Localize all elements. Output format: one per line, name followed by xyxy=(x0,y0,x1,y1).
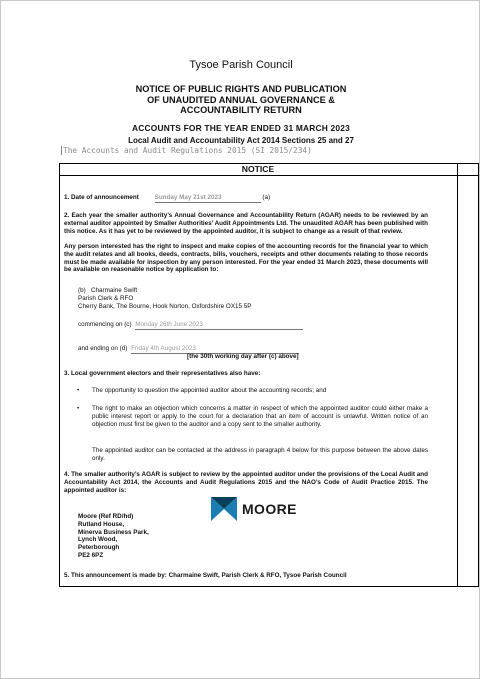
bullet-icon: • xyxy=(77,405,80,412)
auditor-address-line: Moore (Ref RD/hd) xyxy=(78,513,134,520)
section-2-para2: Any person interested has the right to inspect and make copies of the accounting records for the financial year to which the audit relates and all books, deeds, contracts, bills, vouchers, receipts and other documents relating to those records must be made available for inspection by any person interested. For the year ended 31 March 2023, these documents will be available on reasonable notice by application to: xyxy=(64,243,428,274)
contact-block xyxy=(78,287,378,310)
section-1 xyxy=(64,194,428,203)
section-4: 4. The smaller authority’s AGAR is subject to review by the appointed auditor under the provisions of the Local Audit and Accountability Act 2014, the Accounts and Audit Regulations 2015 and the NAO’s Code of Audit Practice 2015. The appointed auditor is: xyxy=(64,471,428,494)
announcement-date-field xyxy=(155,194,261,203)
auditor-address xyxy=(78,513,278,560)
auditor-address-line: Peterborough xyxy=(78,544,120,552)
regulations-heading: The Accounts and Audit Regulations 2015 (SI 2015/234) xyxy=(63,146,312,155)
auditor-address-line: PE2 6PZ xyxy=(78,551,104,559)
s3-auditor-contact: The appointed auditor can be contacted at the address in paragraph 4 below for this purpose between the above dates only. xyxy=(92,447,428,462)
table-left-border xyxy=(59,163,60,586)
contact-name-line xyxy=(78,287,378,295)
commencing-date-field xyxy=(135,321,303,330)
section-2-para1: 2. Each year the smaller authority’s Annual Governance and Accountability Return (AGAR) needs to be reviewed by an external auditor appointed by Smaller Authorities’ Audit Appointments Ltd. The unaudited AGAR has been published with this notice. As it has yet to be reviewed by the appointed auditor, it is subject to change as a result of that review. xyxy=(64,212,428,235)
table-header-border xyxy=(59,175,479,176)
commencing-label: commencing on (c) xyxy=(78,321,132,328)
ending-note: [the 30th working day after (c) above] xyxy=(187,353,299,360)
notice-title-line2: OF UNAUDITED ANNUAL GOVERNANCE & xyxy=(147,94,335,105)
council-name: Tysoe Parish Council xyxy=(189,59,293,71)
notice-heading: NOTICE xyxy=(241,164,275,174)
notice-title xyxy=(1,84,480,116)
auditor-address-line: Lynch Wood, xyxy=(78,536,118,544)
s1-label: 1. Date of announcement xyxy=(64,194,139,201)
moore-logo-text: MOORE xyxy=(242,501,297,517)
auditor-address-line: Minerva Business Park, xyxy=(78,528,149,536)
s1-suffix: (a) xyxy=(262,194,271,201)
table-column-divider xyxy=(457,163,458,586)
commencing-line xyxy=(78,321,378,330)
s3-bullet-2-text: The right to make an objection which concerns a matter in respect of which the appointed auditor could either make a public interest report or apply to the court for a declaration that an item of account is unlawful. Written notice of an objection must first be given to the auditor and a copy sent to the smaller authority. xyxy=(92,405,428,428)
s3-bullet-2 xyxy=(64,405,428,428)
section-5: 5. This announcement is made by: Charmaine Swift, Parish Clerk & RFO, Tysoe Parish Council xyxy=(64,572,347,579)
contact-role: Parish Clerk & RFO xyxy=(78,294,134,302)
s3-bullet-1-text: The opportunity to question the appointed auditor about the accounting records; and xyxy=(92,387,327,394)
notice-title-line1: NOTICE OF PUBLIC RIGHTS AND PUBLICATION xyxy=(135,84,347,94)
contact-name: Charmaine Swift xyxy=(90,287,138,294)
auditor-address-line: Rutland House, xyxy=(78,520,125,528)
ending-label: and ending on (d) xyxy=(78,345,128,352)
s3-bullet-1 xyxy=(64,387,428,395)
notice-title-line3: ACCOUNTABILITY RETURN xyxy=(180,105,302,115)
commencing-date: Monday 26th June 2023 xyxy=(135,321,203,328)
ending-date: Friday 4th August 2023 xyxy=(131,345,196,352)
announcement-date: Sunday May 21st 2023 xyxy=(154,194,222,201)
section-3-heading: 3. Local government electors and their representatives also have: xyxy=(64,370,261,377)
contact-b-label: (b) xyxy=(78,287,86,294)
accounts-heading: ACCOUNTS FOR THE YEAR ENDED 31 MARCH 2023 xyxy=(132,123,350,133)
bullet-icon: • xyxy=(77,387,80,394)
contact-address: Cherry Bank, The Bourne, Hook Norton, Oxfordshire OX15 5P xyxy=(78,302,252,310)
table-bottom-border xyxy=(59,586,479,587)
table-right-border xyxy=(478,163,479,586)
act-heading: Local Audit and Accountability Act 2014 Sections 25 and 27 xyxy=(128,136,354,145)
